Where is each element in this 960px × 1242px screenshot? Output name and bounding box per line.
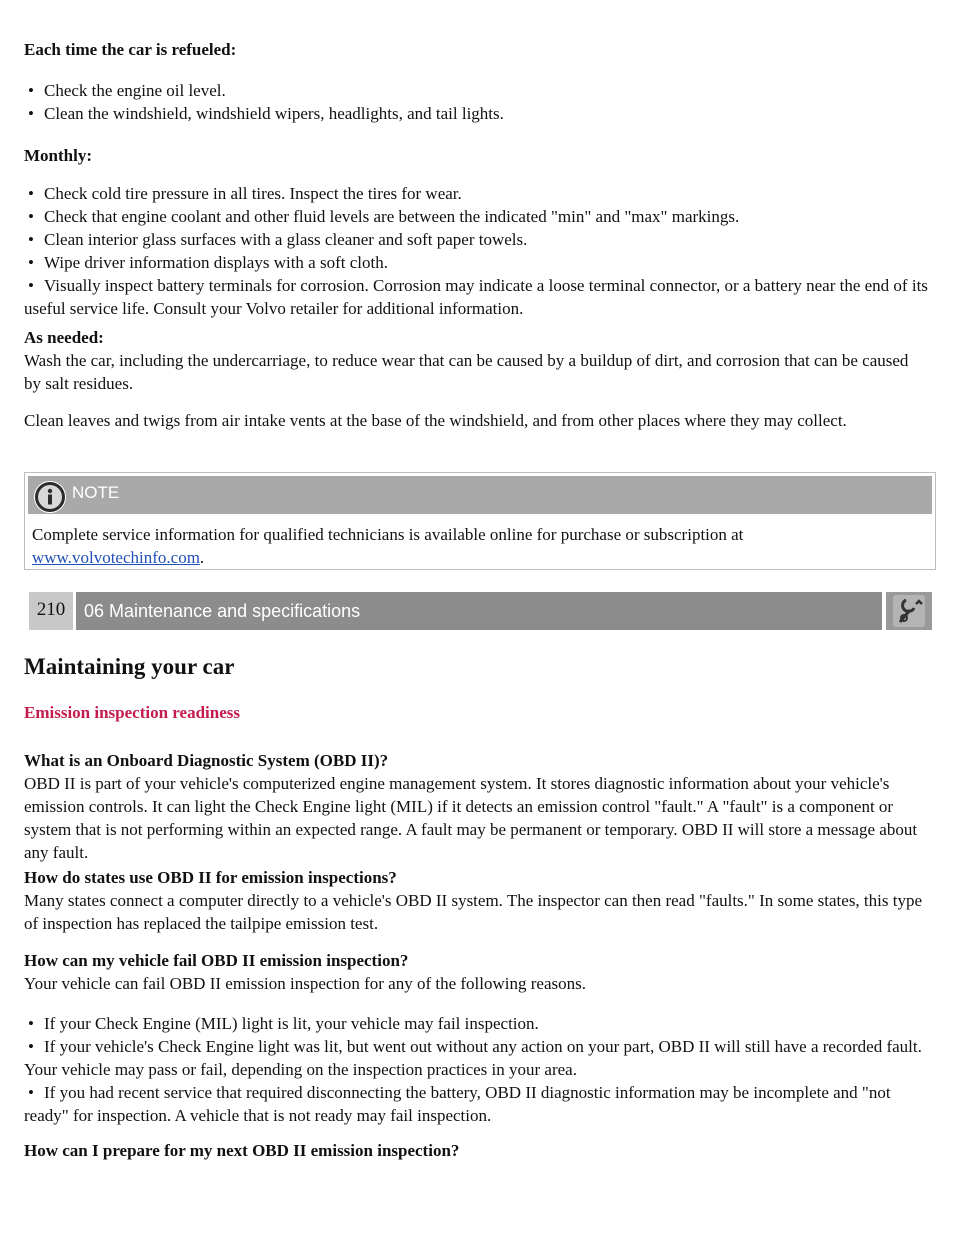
list-item: • Visually inspect battery terminals for corrosion. Corrosion may indicate a loose terminal connector, or a battery near the end of its useful service life. Consult your Volvo retailer for additional information.	[24, 274, 936, 320]
chapter-title: 06 Maintenance and specifications	[76, 592, 882, 630]
as-needed-heading: As needed:	[24, 328, 104, 347]
list-item: • Clean the windshield, windshield wipers, headlights, and tail lights.	[24, 102, 936, 125]
note-title: NOTE	[72, 483, 120, 502]
obd-fail-list	[24, 1012, 936, 1127]
page-number: 210	[29, 592, 73, 630]
section-title: Maintaining your car	[24, 654, 235, 679]
list-item: • If your vehicle's Check Engine light was lit, but went out without any action on your part, OBD II will still have a recorded fault. Your vehicle may pass or fail, depending on the inspection practices in your area.	[24, 1035, 936, 1081]
note-box	[24, 472, 936, 570]
as-needed-paragraph: Wash the car, including the undercarriage, to reduce wear that can be caused by a buildup of dirt, and corrosion that can be caused by salt residues.	[24, 351, 909, 393]
list-item: • Check that engine coolant and other fluid levels are between the indicated "min" and "max" markings.	[24, 205, 936, 228]
refuel-heading: Each time the car is refueled:	[24, 40, 237, 59]
obd-answer: OBD II is part of your vehicle's computerized engine management system. It stores diagnostic information about your vehicle's emission controls. It can light the Check Engine light (MIL) if it detects an emission control "fault." A "fault" is a component or system that is not performing within an expected range. A fault may be permanent or temporary. OBD II will store a message about any fault.	[24, 774, 918, 862]
note-header	[28, 476, 932, 514]
obd-question: How can my vehicle fail OBD II emission inspection?	[24, 951, 409, 970]
list-item: • Wipe driver information displays with a soft cloth.	[24, 251, 936, 274]
list-item: • Check the engine oil level.	[24, 79, 936, 102]
obd-answer: Many states connect a computer directly to a vehicle's OBD II system. The inspector can then read "faults." In some states, this type of inspection has replaced the tailpipe emission test.	[24, 891, 923, 933]
wrench-icon	[886, 592, 932, 630]
obd-question: How can I prepare for my next OBD II emission inspection?	[24, 1141, 460, 1160]
monthly-heading: Monthly:	[24, 146, 92, 165]
refuel-list	[24, 79, 936, 125]
info-icon	[34, 481, 66, 513]
obd-answer: Your vehicle can fail OBD II emission inspection for any of the following reasons.	[24, 974, 586, 993]
monthly-list	[24, 182, 936, 320]
section-subtitle: Emission inspection readiness	[24, 703, 241, 722]
list-item: • Check cold tire pressure in all tires. Inspect the tires for wear.	[24, 182, 936, 205]
list-item: • If you had recent service that required disconnecting the battery, OBD II diagnostic information may be incomplete and "not ready" for inspection. A vehicle that is not ready may fail inspection.	[24, 1081, 936, 1127]
obd-question: How do states use OBD II for emission inspections?	[24, 868, 397, 887]
list-item: • Clean interior glass surfaces with a glass cleaner and soft paper towels.	[24, 228, 936, 251]
obd-question: What is an Onboard Diagnostic System (OBD II)?	[24, 751, 389, 770]
note-text: Complete service information for qualified technicians is available online for purchase or subscription at www.volvotechinfo.com.	[32, 525, 744, 567]
as-needed-paragraph: Clean leaves and twigs from air intake vents at the base of the windshield, and from other places where they may collect.	[24, 411, 847, 430]
volvotechinfo-link[interactable]: www.volvotechinfo.com	[32, 548, 200, 567]
list-item: • If your Check Engine (MIL) light is lit, your vehicle may fail inspection.	[24, 1012, 936, 1035]
